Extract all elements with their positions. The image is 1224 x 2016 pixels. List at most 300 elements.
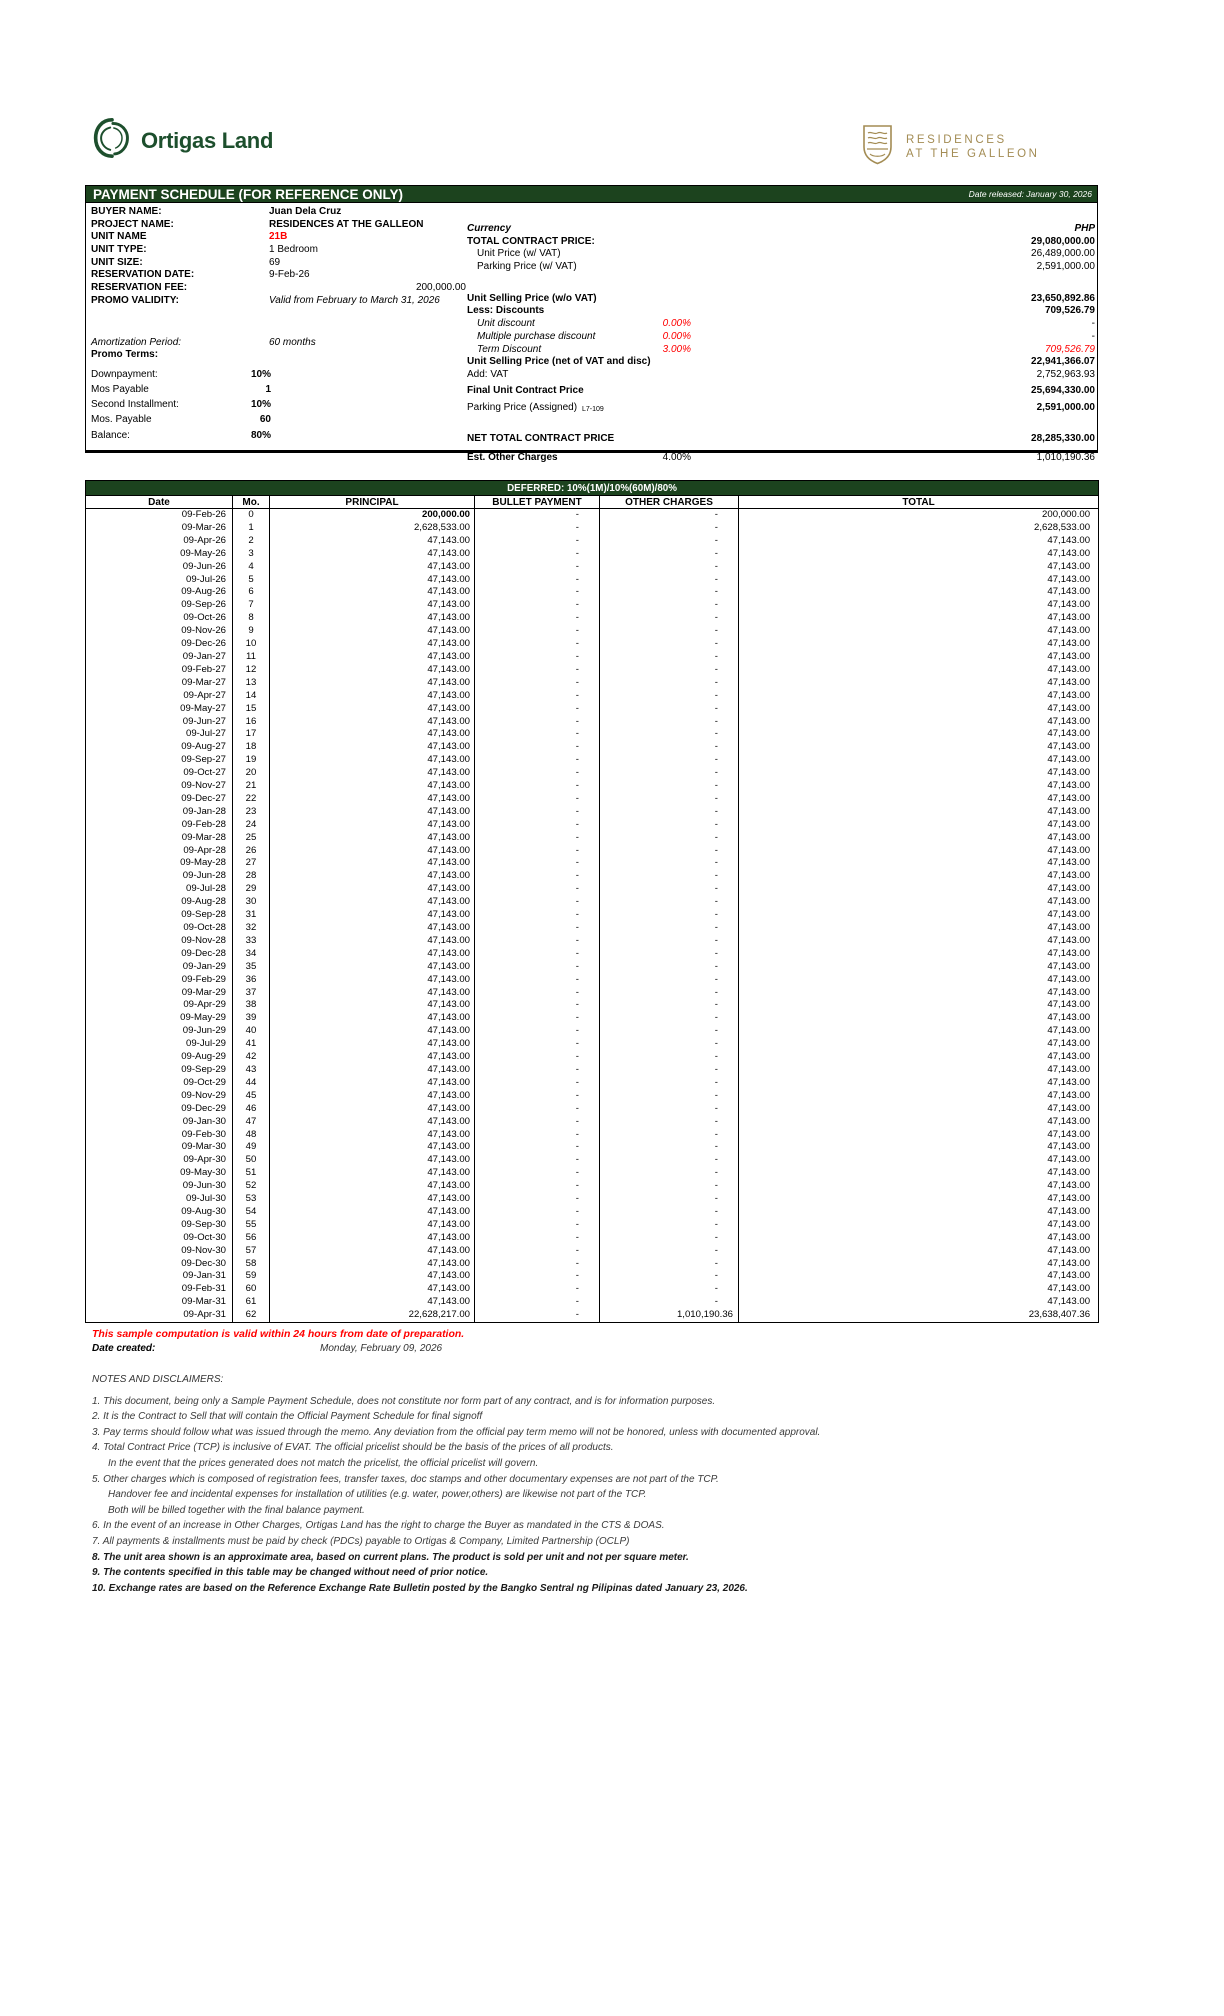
bullet-payment-cell: - <box>475 806 600 819</box>
other-charges-cell: - <box>600 1012 739 1025</box>
bullet-payment-cell: - <box>475 1193 600 1206</box>
detail-row <box>91 430 467 443</box>
month-cell: 3 <box>233 548 270 561</box>
detail-label: Currency <box>467 223 511 234</box>
principal-cell: 47,143.00 <box>270 1232 475 1245</box>
date-cell: 09-May-29 <box>180 1012 226 1024</box>
date-cell: 09-Oct-26 <box>183 612 226 624</box>
schedule-row <box>86 1206 1099 1219</box>
detail-row <box>467 331 1095 344</box>
detail-value: Valid from February to March 31, 2026 <box>269 294 440 306</box>
detail-row <box>467 452 1095 465</box>
detail-value: PHP <box>1074 223 1095 234</box>
other-charges-cell: - <box>600 664 739 677</box>
date-cell: 09-Feb-28 <box>181 818 226 830</box>
total-cell: 47,143.00 <box>739 1064 1099 1077</box>
month-cell: 45 <box>233 1090 270 1103</box>
other-charges-cell: - <box>600 561 739 574</box>
other-charges-cell: - <box>600 1219 739 1232</box>
detail-value: 23,650,892.86 <box>1031 292 1095 304</box>
principal-cell: 47,143.00 <box>270 974 475 987</box>
schedule-row <box>86 845 1099 858</box>
bullet-payment-cell: - <box>475 1258 600 1271</box>
month-cell: 17 <box>233 728 270 741</box>
month-cell: 12 <box>233 664 270 677</box>
month-cell: 33 <box>233 935 270 948</box>
schedule-row <box>86 586 1099 599</box>
total-cell: 47,143.00 <box>739 754 1099 767</box>
payment-schedule-table <box>85 480 1099 1323</box>
date-cell: 09-Mar-26 <box>181 521 226 533</box>
bullet-payment-cell: - <box>475 677 600 690</box>
bullet-payment-cell: - <box>475 586 600 599</box>
detail-label: Amortization Period: <box>91 336 182 348</box>
principal-cell: 47,143.00 <box>270 857 475 870</box>
column-header: BULLET PAYMENT <box>475 496 600 509</box>
principal-cell: 47,143.00 <box>270 754 475 767</box>
principal-cell: 47,143.00 <box>270 1116 475 1129</box>
schedule-row <box>86 664 1099 677</box>
detail-label: PROJECT NAME: <box>91 218 174 230</box>
detail-value: - <box>1091 330 1095 342</box>
other-charges-cell: - <box>600 741 739 754</box>
total-cell: 200,000.00 <box>739 509 1099 522</box>
schedule-row <box>86 883 1099 896</box>
total-cell: 47,143.00 <box>739 1103 1099 1116</box>
month-cell: 21 <box>233 780 270 793</box>
detail-label: NET TOTAL CONTRACT PRICE <box>467 432 615 444</box>
month-cell: 4 <box>233 561 270 574</box>
other-charges-cell: - <box>600 638 739 651</box>
schedule-row <box>86 806 1099 819</box>
bullet-payment-cell: - <box>475 1167 600 1180</box>
note-subline: Both will be billed together with the final balance payment. <box>108 1504 365 1516</box>
notes-header: NOTES AND DISCLAIMERS: <box>92 1374 224 1385</box>
principal-cell: 47,143.00 <box>270 806 475 819</box>
total-cell: 47,143.00 <box>739 832 1099 845</box>
principal-cell: 47,143.00 <box>270 922 475 935</box>
total-cell: 47,143.00 <box>739 1270 1099 1283</box>
principal-cell: 47,143.00 <box>270 793 475 806</box>
detail-label: PROMO VALIDITY: <box>91 294 179 306</box>
date-created-value: Monday, February 09, 2026 <box>320 1343 443 1354</box>
month-cell: 10 <box>233 638 270 651</box>
schedule-row <box>86 1129 1099 1142</box>
total-cell: 47,143.00 <box>739 1180 1099 1193</box>
total-cell: 47,143.00 <box>739 1283 1099 1296</box>
date-created-row <box>92 1343 443 1354</box>
detail-value: 69 <box>269 256 281 268</box>
total-cell: 47,143.00 <box>739 625 1099 638</box>
bullet-payment-cell: - <box>475 1270 600 1283</box>
date-cell: 09-Jan-29 <box>182 960 226 972</box>
payment-schedule-title-bar <box>85 185 1098 203</box>
total-cell: 47,143.00 <box>739 819 1099 832</box>
other-charges-cell: - <box>600 1116 739 1129</box>
total-cell: 47,143.00 <box>739 948 1099 961</box>
total-cell: 47,143.00 <box>739 586 1099 599</box>
other-charges-cell: - <box>600 1167 739 1180</box>
bullet-payment-cell: - <box>475 548 600 561</box>
total-cell: 47,143.00 <box>739 1154 1099 1167</box>
bullet-payment-cell: - <box>475 1141 600 1154</box>
principal-cell: 47,143.00 <box>270 638 475 651</box>
date-cell: 09-Feb-30 <box>181 1128 226 1140</box>
schedule-row <box>86 703 1099 716</box>
note-line: 6. In the event of an increase in Other Charges, Ortigas Land has the right to charge the Buyer as mandated in the CTS & DOAS. <box>92 1520 665 1532</box>
detail-value: 1 <box>265 384 271 396</box>
date-cell: 09-Jul-27 <box>186 728 226 740</box>
schedule-row <box>86 1219 1099 1232</box>
schedule-row <box>86 999 1099 1012</box>
bullet-payment-cell: - <box>475 793 600 806</box>
bullet-payment-cell: - <box>475 909 600 922</box>
schedule-row <box>86 690 1099 703</box>
bullet-payment-cell: - <box>475 999 600 1012</box>
other-charges-cell: - <box>600 612 739 625</box>
other-charges-cell: - <box>600 1258 739 1271</box>
detail-row <box>91 414 467 427</box>
total-cell: 47,143.00 <box>739 1167 1099 1180</box>
other-charges-cell: - <box>600 716 739 729</box>
schedule-row <box>86 561 1099 574</box>
bullet-payment-cell: - <box>475 522 600 535</box>
detail-row <box>91 295 467 308</box>
bullet-payment-cell: - <box>475 1245 600 1258</box>
month-cell: 57 <box>233 1245 270 1258</box>
total-cell: 47,143.00 <box>739 561 1099 574</box>
other-charges-cell: - <box>600 961 739 974</box>
detail-row <box>91 206 467 219</box>
principal-cell: 47,143.00 <box>270 1167 475 1180</box>
total-cell: 47,143.00 <box>739 922 1099 935</box>
other-charges-cell: - <box>600 922 739 935</box>
bullet-payment-cell: - <box>475 535 600 548</box>
other-charges-cell: - <box>600 509 739 522</box>
note-line: 9. The contents specified in this table may be changed without need of prior notice. <box>92 1567 489 1579</box>
date-cell: 09-Feb-27 <box>181 663 226 675</box>
note-line: 8. The unit area shown is an approximate area, based on current plans. The product is sold per unit and not per square meter. <box>92 1551 689 1563</box>
principal-cell: 47,143.00 <box>270 845 475 858</box>
other-charges-cell: - <box>600 1064 739 1077</box>
date-cell: 09-Apr-31 <box>183 1309 226 1321</box>
month-cell: 24 <box>233 819 270 832</box>
notes-and-disclaimers <box>92 1372 1152 1596</box>
bullet-payment-cell: - <box>475 1180 600 1193</box>
galleon-logo-line2: AT THE GALLEON <box>906 148 1040 160</box>
date-cell: 09-Jun-30 <box>182 1180 226 1192</box>
schedule-row <box>86 716 1099 729</box>
schedule-row <box>86 870 1099 883</box>
detail-label: Less: Discounts <box>467 305 545 317</box>
detail-row <box>91 269 467 282</box>
detail-row <box>91 244 467 257</box>
detail-label: Unit Selling Price (net of VAT and disc) <box>467 356 651 368</box>
detail-percent: 4.00% <box>662 451 691 463</box>
other-charges-cell: - <box>600 832 739 845</box>
date-cell: 09-Aug-26 <box>181 586 226 598</box>
detail-label: Add: VAT <box>467 368 509 380</box>
detail-value: 2,752,963.93 <box>1036 368 1095 380</box>
month-cell: 8 <box>233 612 270 625</box>
schedule-row <box>86 1090 1099 1103</box>
total-cell: 47,143.00 <box>739 883 1099 896</box>
date-cell: 09-May-28 <box>180 857 226 869</box>
principal-cell: 47,143.00 <box>270 767 475 780</box>
month-cell: 62 <box>233 1309 270 1322</box>
other-charges-cell: - <box>600 870 739 883</box>
schedule-row <box>86 651 1099 664</box>
schedule-row <box>86 548 1099 561</box>
detail-row <box>91 282 467 295</box>
month-cell: 9 <box>233 625 270 638</box>
bullet-payment-cell: - <box>475 599 600 612</box>
schedule-row <box>86 1116 1099 1129</box>
date-cell: 09-Sep-30 <box>181 1218 226 1230</box>
date-cell: 09-May-26 <box>180 547 226 559</box>
date-cell: 09-Dec-29 <box>181 1102 226 1114</box>
total-cell: 47,143.00 <box>739 1077 1099 1090</box>
bullet-payment-cell: - <box>475 948 600 961</box>
principal-cell: 47,143.00 <box>270 625 475 638</box>
other-charges-cell: - <box>600 767 739 780</box>
principal-cell: 47,143.00 <box>270 1154 475 1167</box>
detail-row <box>467 293 1095 306</box>
detail-value: 1,010,190.36 <box>1036 451 1095 463</box>
total-cell: 47,143.00 <box>739 857 1099 870</box>
month-cell: 36 <box>233 974 270 987</box>
schedule-row <box>86 1270 1099 1283</box>
detail-row <box>467 385 1095 398</box>
schedule-row <box>86 728 1099 741</box>
notes-list <box>92 1394 1152 1597</box>
principal-cell: 47,143.00 <box>270 1180 475 1193</box>
detail-label: Unit Price (w/ VAT) <box>477 248 561 260</box>
date-cell: 09-Jun-27 <box>182 715 226 727</box>
bullet-payment-cell: - <box>475 651 600 664</box>
date-cell: 09-Oct-27 <box>183 767 226 779</box>
total-cell: 47,143.00 <box>739 974 1099 987</box>
other-charges-cell: - <box>600 909 739 922</box>
schedule-row <box>86 612 1099 625</box>
bullet-payment-cell: - <box>475 509 600 522</box>
month-cell: 41 <box>233 1038 270 1051</box>
date-cell: 09-Jan-31 <box>182 1270 226 1282</box>
details-left-column <box>91 206 467 442</box>
month-cell: 56 <box>233 1232 270 1245</box>
date-cell: 09-Nov-30 <box>181 1244 226 1256</box>
principal-cell: 47,143.00 <box>270 1296 475 1309</box>
detail-row <box>467 344 1095 357</box>
bullet-payment-cell: - <box>475 961 600 974</box>
month-cell: 55 <box>233 1219 270 1232</box>
date-cell: 09-Aug-30 <box>181 1205 226 1217</box>
other-charges-cell: - <box>600 1077 739 1090</box>
schedule-row <box>86 574 1099 587</box>
note-line: 10. Exchange rates are based on the Reference Exchange Rate Bulletin posted by the Bangko Sentral ng Pilipinas dated January 23, 2026. <box>92 1582 748 1594</box>
month-cell: 29 <box>233 883 270 896</box>
date-cell: 09-Apr-28 <box>183 844 226 856</box>
note-line: 7. All payments & installments must be paid by check (PDCs) payable to Ortigas & Company, Limited Partnership (OCLP) <box>92 1535 630 1547</box>
date-cell: 09-Dec-27 <box>181 792 226 804</box>
date-cell: 09-Sep-27 <box>181 754 226 766</box>
schedule-row <box>86 1258 1099 1271</box>
other-charges-cell: - <box>600 1141 739 1154</box>
date-cell: 09-Nov-27 <box>181 780 226 792</box>
date-cell: 09-Dec-28 <box>181 947 226 959</box>
date-cell: 09-Apr-26 <box>183 534 226 546</box>
detail-value: 22,941,366.07 <box>1031 356 1095 368</box>
month-cell: 54 <box>233 1206 270 1219</box>
detail-row <box>467 236 1095 249</box>
date-cell: 09-Feb-31 <box>181 1283 226 1295</box>
principal-cell: 47,143.00 <box>270 1064 475 1077</box>
total-cell: 47,143.00 <box>739 870 1099 883</box>
total-cell: 47,143.00 <box>739 767 1099 780</box>
detail-label: Balance: <box>91 429 130 441</box>
detail-value: 80% <box>250 429 271 441</box>
detail-percent: 0.00% <box>662 330 691 342</box>
other-charges-cell: - <box>600 548 739 561</box>
detail-label: RESERVATION FEE: <box>91 282 188 294</box>
month-cell: 20 <box>233 767 270 780</box>
date-cell: 09-Sep-28 <box>181 909 226 921</box>
month-cell: 2 <box>233 535 270 548</box>
schedule-row <box>86 754 1099 767</box>
schedule-row <box>86 974 1099 987</box>
month-cell: 38 <box>233 999 270 1012</box>
principal-cell: 47,143.00 <box>270 1103 475 1116</box>
date-cell: 09-Nov-28 <box>181 934 226 946</box>
principal-cell: 47,143.00 <box>270 677 475 690</box>
date-cell: 09-Jun-26 <box>182 560 226 572</box>
detail-label: UNIT NAME <box>91 231 147 243</box>
month-cell: 22 <box>233 793 270 806</box>
principal-cell: 47,143.00 <box>270 586 475 599</box>
principal-cell: 47,143.00 <box>270 612 475 625</box>
note-line: 1. This document, being only a Sample Payment Schedule, does not constitute nor form part of any contract, and is for information purposes. <box>92 1395 716 1407</box>
schedule-row <box>86 741 1099 754</box>
bullet-payment-cell: - <box>475 987 600 1000</box>
detail-value: 2,591,000.00 <box>1036 261 1095 273</box>
note-line: 5. Other charges which is composed of registration fees, transfer taxes, doc stamps and other documentary expenses are not part of the TCP. <box>92 1473 719 1485</box>
schedule-row <box>86 935 1099 948</box>
bullet-payment-cell: - <box>475 974 600 987</box>
other-charges-cell: - <box>600 1193 739 1206</box>
month-cell: 51 <box>233 1167 270 1180</box>
schedule-row <box>86 1193 1099 1206</box>
other-charges-cell: - <box>600 586 739 599</box>
detail-row <box>467 248 1095 261</box>
bullet-payment-cell: - <box>475 664 600 677</box>
schedule-row <box>86 509 1099 522</box>
date-cell: 09-Dec-26 <box>181 638 226 650</box>
schedule-row <box>86 1103 1099 1116</box>
month-cell: 25 <box>233 832 270 845</box>
principal-cell: 47,143.00 <box>270 780 475 793</box>
schedule-row <box>86 1025 1099 1038</box>
detail-value: 1 Bedroom <box>269 244 318 256</box>
month-cell: 48 <box>233 1129 270 1142</box>
schedule-row <box>86 599 1099 612</box>
detail-row <box>467 305 1095 318</box>
other-charges-cell: - <box>600 974 739 987</box>
total-cell: 47,143.00 <box>739 741 1099 754</box>
other-charges-cell: - <box>600 1232 739 1245</box>
month-cell: 58 <box>233 1258 270 1271</box>
month-cell: 60 <box>233 1283 270 1296</box>
total-cell: 47,143.00 <box>739 612 1099 625</box>
contract-details-box <box>85 203 1098 463</box>
date-cell: 09-Jul-30 <box>186 1193 226 1205</box>
month-cell: 14 <box>233 690 270 703</box>
date-cell: 09-Mar-31 <box>181 1296 226 1308</box>
principal-cell: 47,143.00 <box>270 703 475 716</box>
schedule-row <box>86 780 1099 793</box>
detail-row <box>91 399 467 412</box>
detail-label: UNIT SIZE: <box>91 256 143 268</box>
detail-label: UNIT TYPE: <box>91 244 147 256</box>
principal-cell: 47,143.00 <box>270 728 475 741</box>
bullet-payment-cell: - <box>475 690 600 703</box>
other-charges-cell: - <box>600 574 739 587</box>
month-cell: 1 <box>233 522 270 535</box>
detail-label: Parking Price (Assigned) <box>467 402 578 414</box>
detail-label: Multiple purchase discount <box>477 330 596 342</box>
parking-slot-tag: L7-109 <box>582 406 604 414</box>
detail-value: 29,080,000.00 <box>1031 235 1095 247</box>
schedule-row <box>86 961 1099 974</box>
other-charges-cell: - <box>600 1206 739 1219</box>
detail-value: RESIDENCES AT THE GALLEON <box>269 218 424 230</box>
other-charges-cell: - <box>600 522 739 535</box>
principal-cell: 2,628,533.00 <box>270 522 475 535</box>
detail-value: 9-Feb-26 <box>269 269 310 281</box>
month-cell: 27 <box>233 857 270 870</box>
principal-cell: 47,143.00 <box>270 819 475 832</box>
date-cell: 09-May-27 <box>180 702 226 714</box>
bullet-payment-cell: - <box>475 845 600 858</box>
date-cell: 09-Sep-26 <box>181 599 226 611</box>
detail-label: Downpayment: <box>91 368 158 380</box>
other-charges-cell: - <box>600 1038 739 1051</box>
detail-value: 28,285,330.00 <box>1031 432 1095 444</box>
bullet-payment-cell: - <box>475 1206 600 1219</box>
date-cell: 09-Sep-29 <box>181 1063 226 1075</box>
total-cell: 47,143.00 <box>739 1141 1099 1154</box>
schedule-row <box>86 535 1099 548</box>
bullet-payment-cell: - <box>475 1064 600 1077</box>
schedule-row <box>86 1141 1099 1154</box>
principal-cell: 47,143.00 <box>270 909 475 922</box>
principal-cell: 47,143.00 <box>270 664 475 677</box>
total-cell: 47,143.00 <box>739 1116 1099 1129</box>
principal-cell: 47,143.00 <box>270 741 475 754</box>
date-cell: 09-Apr-27 <box>183 689 226 701</box>
schedule-row <box>86 625 1099 638</box>
other-charges-cell: - <box>600 857 739 870</box>
schedule-row <box>86 909 1099 922</box>
schedule-row <box>86 819 1099 832</box>
other-charges-cell: - <box>600 806 739 819</box>
month-cell: 18 <box>233 741 270 754</box>
details-right-column <box>467 206 1095 464</box>
principal-cell: 47,143.00 <box>270 574 475 587</box>
other-charges-cell: - <box>600 1283 739 1296</box>
month-cell: 30 <box>233 896 270 909</box>
other-charges-cell: - <box>600 819 739 832</box>
bullet-payment-cell: - <box>475 716 600 729</box>
